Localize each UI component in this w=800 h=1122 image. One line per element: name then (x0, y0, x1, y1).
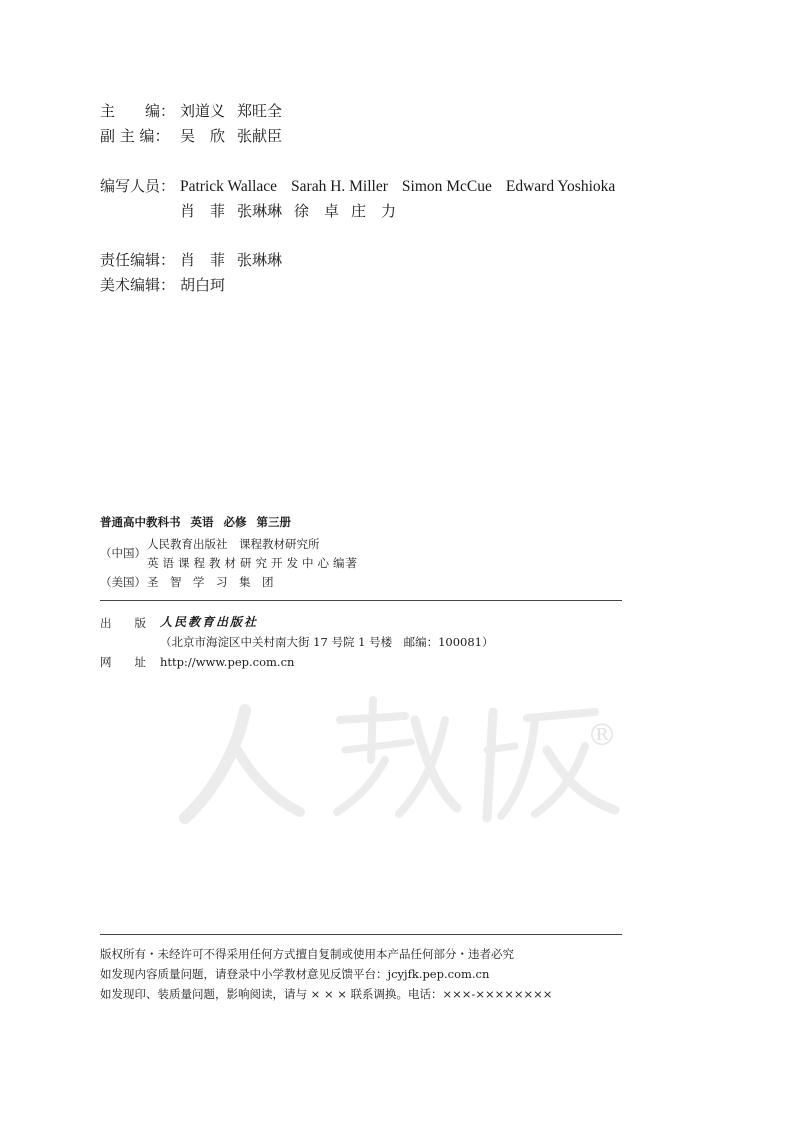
writer-name-en: Patrick Wallace (180, 178, 278, 195)
china-center-line (147, 555, 358, 571)
website-link[interactable]: http://www.pep.com.cn (160, 655, 295, 669)
art-editor-label: 美术编辑： (100, 276, 176, 294)
print-issue-notice: 如发现印、装质量问题，影响阅读，请与 × × × 联系调换。电话：×××-×××××××× (100, 987, 553, 1001)
deputy-editor-label: 副 主 编： (100, 127, 170, 145)
art-editor-name: 胡白珂 (180, 276, 226, 294)
writers-cn-row (180, 201, 408, 221)
book-title (100, 514, 301, 530)
responsible-editor-name: 张琳琳 (237, 251, 283, 269)
responsible-editor-label: 责任编辑： (100, 251, 176, 269)
us-publisher-name: 圣 智 学 习 集 团 (147, 575, 274, 589)
writer-name-cn: 张琳琳 (237, 202, 283, 220)
deputy-editor-row (100, 126, 294, 146)
book-title-part: 第三册 (256, 515, 291, 529)
china-publisher-line: 人民教育出版社 课程教材研究所 (147, 537, 320, 551)
art-editor-row (100, 275, 237, 295)
writer-name-cn: 庄 力 (351, 202, 397, 220)
chief-editor-label: 主 编： (100, 102, 176, 120)
divider-bottom (100, 934, 622, 935)
china-tag: （中国） (100, 546, 146, 560)
responsible-editor-row (100, 250, 294, 270)
chief-editor-name: 刘道义 (180, 102, 226, 120)
book-title-part: 英语 (190, 515, 214, 529)
website-label: 网 址 (100, 655, 146, 669)
writer-name-en: Simon McCue (401, 178, 492, 195)
book-title-part: 普通高中教科书 (100, 515, 181, 529)
publish-label: 出 版 (100, 616, 146, 630)
writer-name-cn: 徐 卓 (294, 202, 340, 220)
deputy-editor-name: 吴 欣 (180, 127, 226, 145)
copyright-notice: 版权所有・未经许可不得采用任何方式擅自复制或使用本产品任何部分・违者必究 (100, 947, 514, 961)
watermark-svg (175, 690, 635, 840)
publisher-logo-text: 人民教育出版社 (160, 615, 259, 629)
deputy-editor-name: 张献臣 (237, 127, 283, 145)
publisher-address: （北京市海淀区中关村南大街 17 号院 1 号楼 邮编：100081） (160, 635, 494, 649)
china-center-name: 英语课程教材研究开发中心 (147, 556, 333, 570)
chief-editor-name: 郑旺全 (237, 102, 283, 120)
feedback-notice: 如发现内容质量问题，请登录中小学教材意见反馈平台：jcyjfk.pep.com.cn (100, 967, 490, 981)
chief-editor-row (100, 101, 294, 121)
registered-mark: ® (587, 718, 617, 753)
book-title-part: 必修 (223, 515, 247, 529)
divider-top (100, 600, 622, 601)
responsible-editor-name: 肖 菲 (180, 251, 226, 269)
us-tag: （美国） (100, 575, 146, 589)
writers-row (100, 176, 615, 197)
writer-name-en: Sarah H. Miller (291, 178, 388, 195)
writer-name-en: Edward Yoshioka (505, 178, 616, 195)
publisher-watermark-logo (175, 690, 635, 840)
edit-tag: 编著 (333, 556, 358, 570)
writer-name-cn: 肖 菲 (180, 202, 226, 220)
writers-label: 编写人员： (100, 177, 176, 195)
